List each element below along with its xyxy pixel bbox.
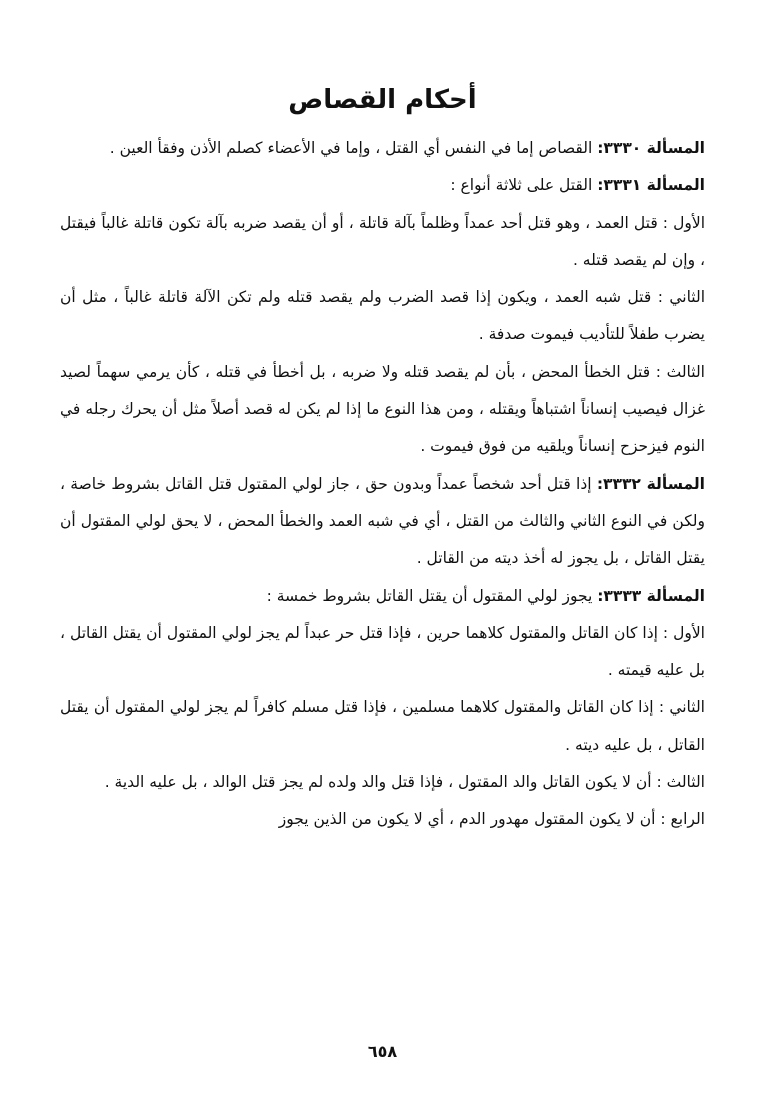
page-number: ٦٥٨ bbox=[367, 1042, 398, 1061]
page-title: أحكام القصاص bbox=[288, 85, 477, 115]
paragraph-type-third bbox=[60, 354, 705, 466]
issue-label: المسألة ٣٣٣١: bbox=[597, 176, 705, 195]
paragraph-issue-3330 bbox=[60, 130, 705, 167]
paragraph-text: القتل على ثلاثة أنواع : bbox=[450, 176, 598, 195]
paragraph-text: الثاني : قتل شبه العمد ، ويكون إذا قصد الضرب ولم يقصد قتله ولم تكن الآلة قاتلة غالباً ، مثل أن يضرب طفلاً للتأديب فيموت صدفة . bbox=[60, 288, 705, 344]
paragraph-text: الأول : إذا كان القاتل والمقتول كلاهما حرين ، فإذا قتل حر عبداً لم يجز لولي المقتول أن يقتل القاتل ، بل عليه قيمته . bbox=[60, 623, 705, 680]
issue-label: المسألة ٣٣٣٢: bbox=[596, 474, 705, 493]
paragraph-issue-3333 bbox=[60, 578, 705, 615]
paragraph-text: إذا قتل أحد شخصاً عمداً وبدون حق ، جاز لولي المقتول قتل القاتل بشروط خاصة ، ولكن في النوع الثاني والثالث من القتل ، أي في شبه العمد والخطأ المحض ، لا يحق لولي المقتول أن يقتل القاتل ، بل يجوز له أخذ ديته من القاتل . bbox=[60, 474, 705, 568]
paragraph-text: الثالث : أن لا يكون القاتل والد المقتول ، فإذا قتل والد ولده لم يجز قتل الوالد ، بل عليه الدية . bbox=[104, 773, 705, 792]
issue-label: المسألة ٣٣٣٣: bbox=[597, 586, 705, 605]
paragraph-issue-3332 bbox=[60, 466, 705, 578]
paragraph-condition-second bbox=[60, 689, 705, 764]
paragraph-condition-first bbox=[60, 615, 705, 690]
paragraph-text: يجوز لولي المقتول أن يقتل القاتل بشروط خمسة : bbox=[266, 586, 598, 605]
paragraph-condition-third bbox=[60, 764, 705, 801]
paragraph-text: الثاني : إذا كان القاتل والمقتول كلاهما مسلمين ، فإذا قتل مسلم كافراً لم يجز لولي المقتول أن يقتل القاتل ، بل عليه ديته . bbox=[60, 698, 705, 754]
paragraph-text: الرابع : أن لا يكون المقتول مهدور الدم ، أي لا يكون من الذين يجوز bbox=[278, 810, 705, 829]
paragraph-type-second bbox=[60, 279, 705, 354]
paragraph-text: الثالث : قتل الخطأ المحض ، بأن لم يقصد قتله ولا ضربه ، بل أخطأ في قتله ، كأن يرمي سهماً لصيد غزال فيصيب إنساناً اشتباهاً ويقتله ، ومن هذا النوع ما إذا لم يكن له قصد أصلاً مثل أن يحرك رجله في النوم فيزحزح إنساناً ويلقيه من فوق فيموت . bbox=[60, 362, 705, 456]
issue-label: المسألة ٣٣٣٠: bbox=[597, 139, 705, 157]
paragraph-text: الأول : قتل العمد ، وهو قتل أحد عمداً وظلماً بآلة قاتلة ، أو أن يقصد ضربه بآلة تكون قاتلة غالباً فيقتل ، وإن لم يقصد قتله . bbox=[60, 213, 705, 269]
paragraph-issue-3331 bbox=[60, 167, 705, 204]
document-page bbox=[60, 70, 705, 1090]
paragraph-condition-fourth bbox=[60, 801, 705, 838]
paragraph-type-first bbox=[60, 205, 705, 280]
paragraph-text: القصاص إما في النفس أي القتل ، وإما في الأعضاء كصلم الأذن وفقأ العين . bbox=[109, 139, 598, 157]
